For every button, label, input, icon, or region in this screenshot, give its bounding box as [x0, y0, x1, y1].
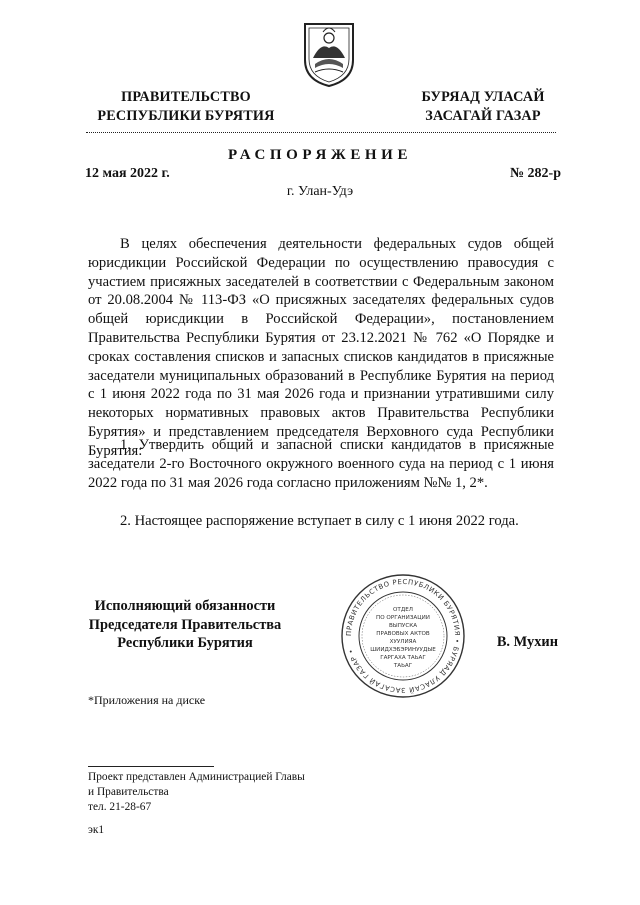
stamp-line-1: ОТДЕЛ — [393, 607, 413, 613]
body-paragraph-1: В целях обеспечения деятельности федеральных судов общей юрисдикции Российской Федерации по осуществлению правосудия с участием присяжных заседателей в соответствии с Федеральным законом от 20.08.2004 № 113-ФЗ «О присяжных заседателях федеральных судов общей юрисдикции в Российской Федерации», постановлением Правительства Республики Бурятия от 23.12.2021 № 762 «О Порядке и сроках составления списков и запасных списков кандидатов в присяжные заседатели муниципальных образований в Республике Бурятия на период с 1 июня 2022 года по 31 мая 2026 года и признании утратившими силу некоторых нормативных правовых актов Правительства Республики Бурятия» и представлением председателя Верховного суда Республики Бурятия: — [88, 236, 554, 459]
body-paragraph-2: 1. Утвердить общий и запасной списки кандидатов в присяжные заседатели 2-го Восточного окружного военного суда на период с 1 июня 2022 года по 31 мая 2026 года согласно приложениям №№ 1, 2*. — [88, 437, 554, 491]
stamp-line-5: ХУУЛИЯА — [389, 639, 417, 645]
footer-code: эк1 — [88, 824, 105, 836]
footer-info — [88, 770, 388, 815]
header-divider — [86, 132, 556, 133]
attachments-note: *Приложения на диске — [88, 693, 206, 707]
footer-phone: тел. 21-28-67 — [88, 801, 152, 813]
signatory-title-line3: Республики Бурятия — [117, 635, 253, 651]
stamp-line-6: ШИИДХЭБЭРИНУУДЫЕ — [370, 647, 436, 653]
stamp-line-3: ВЫПУСКА — [388, 623, 418, 629]
stamp-outer-text: ПРАВИТЕЛЬСТВО РЕСПУБЛИКИ БУРЯТИЯ • БУРЯАД УЛАСАЙ ЗАСАГАЙ ГАЗАР • — [344, 577, 462, 695]
stamp-line-8: ТАЬАГ — [393, 663, 413, 669]
official-stamp — [340, 573, 466, 699]
signatory-name: В. Мухин — [496, 634, 558, 650]
stamp-line-2: ПО ОРГАНИЗАЦИИ — [376, 615, 430, 621]
signatory-title-line2: Председателя Правительства — [88, 616, 282, 633]
footer-line2: и Правительства — [88, 786, 169, 798]
document-number: № 282-р — [509, 166, 561, 181]
stamp-line-7: ГАРГАХА ТАЬАГ — [380, 655, 426, 661]
header-right-line2: ЗАСАГАЙ ГАЗАР — [425, 108, 541, 124]
body-paragraph-3: 2. Настоящее распоряжение вступает в силу с 1 июня 2022 года. — [120, 513, 519, 529]
document-type: РАСПОРЯЖЕНИЕ — [227, 147, 413, 163]
footer-line1: Проект представлен Администрацией Главы — [88, 771, 305, 783]
header-left-line1: ПРАВИТЕЛЬСТВО — [121, 89, 251, 105]
signatory-title-line1: Исполняющий обязанности — [94, 598, 276, 614]
signatory-title — [80, 597, 290, 653]
document-date: 12 мая 2022 г. — [85, 166, 170, 181]
stamp-line-4: ПРАВОВЫХ АКТОВ — [376, 631, 430, 637]
header-right — [400, 88, 566, 126]
header-left — [86, 88, 286, 126]
footer-divider — [88, 766, 214, 767]
document-city: г. Улан-Удэ — [286, 184, 354, 199]
coat-of-arms-icon — [301, 18, 357, 88]
header-right-line1: БУРЯАД УЛАСАЙ — [421, 89, 545, 105]
header-left-line2: РЕСПУБЛИКИ БУРЯТИЯ — [97, 108, 275, 124]
